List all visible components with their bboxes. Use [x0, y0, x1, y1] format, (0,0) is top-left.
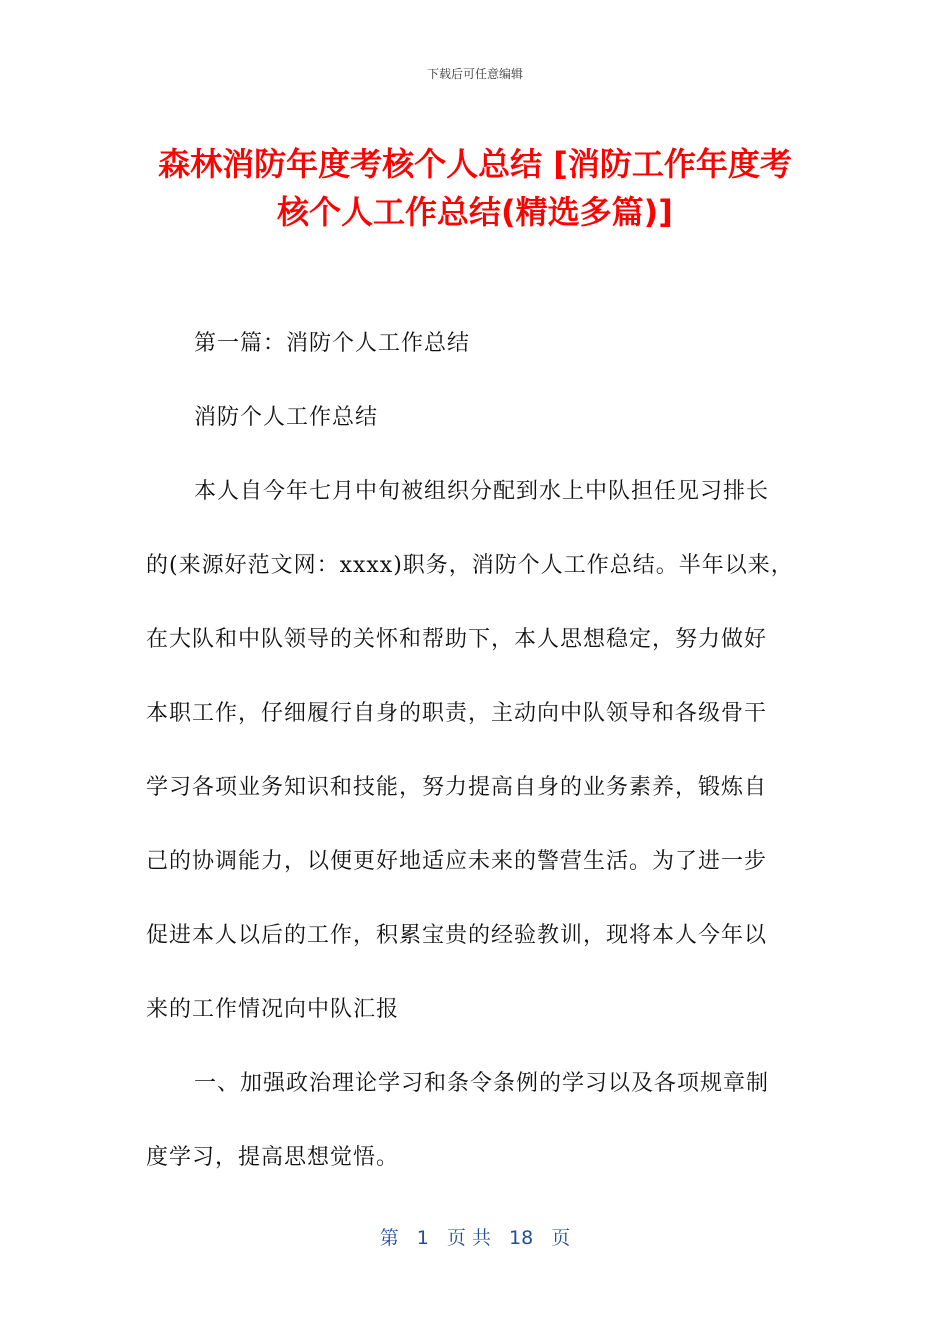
- paragraph-line: 来的工作情况向中队汇报: [146, 997, 400, 1022]
- footer-middle: 页 共: [446, 1227, 491, 1249]
- paragraph-line: 本职工作，仔细履行自身的职责，主动向中队领导和各级骨干: [146, 701, 768, 726]
- page-number-footer: [0, 1226, 950, 1250]
- subsection-heading: 消防个人工作总结: [194, 405, 379, 430]
- paragraph-line: 在大队和中队领导的关怀和帮助下，本人思想稳定，努力做好: [146, 627, 768, 652]
- paragraph-line: 度学习，提高思想觉悟。: [146, 1145, 400, 1170]
- document-title: [100, 140, 850, 236]
- footer-total-pages: 18: [509, 1227, 534, 1249]
- header-note: 下载后可任意编辑: [426, 67, 523, 81]
- paragraph-line: 本人自今年七月中旬被组织分配到水上中队担任见习排长: [194, 479, 770, 504]
- paragraph-line: 的(来源好范文网：xxxx)职务，消防个人工作总结。半年以来，: [146, 553, 794, 578]
- footer-current-page: 1: [416, 1227, 429, 1249]
- footer-prefix: 第: [379, 1227, 399, 1249]
- title-line-1: 森林消防年度考核个人总结 [消防工作年度考: [158, 145, 792, 183]
- footer-suffix: 页: [551, 1227, 571, 1249]
- section-heading: 第一篇：消防个人工作总结: [194, 331, 471, 356]
- paragraph-line: 己的协调能力，以便更好地适应未来的警营生活。为了进一步: [146, 849, 768, 874]
- document-body: [146, 307, 806, 1195]
- paragraph-line: 学习各项业务知识和技能，努力提高自身的业务素养，锻炼自: [146, 775, 768, 800]
- title-line-2: 核个人工作总结(精选多篇)]: [277, 193, 673, 231]
- paragraph-line: 促进本人以后的工作，积累宝贵的经验教训，现将本人今年以: [146, 923, 768, 948]
- paragraph-line: 一、加强政治理论学习和条令条例的学习以及各项规章制: [194, 1071, 770, 1096]
